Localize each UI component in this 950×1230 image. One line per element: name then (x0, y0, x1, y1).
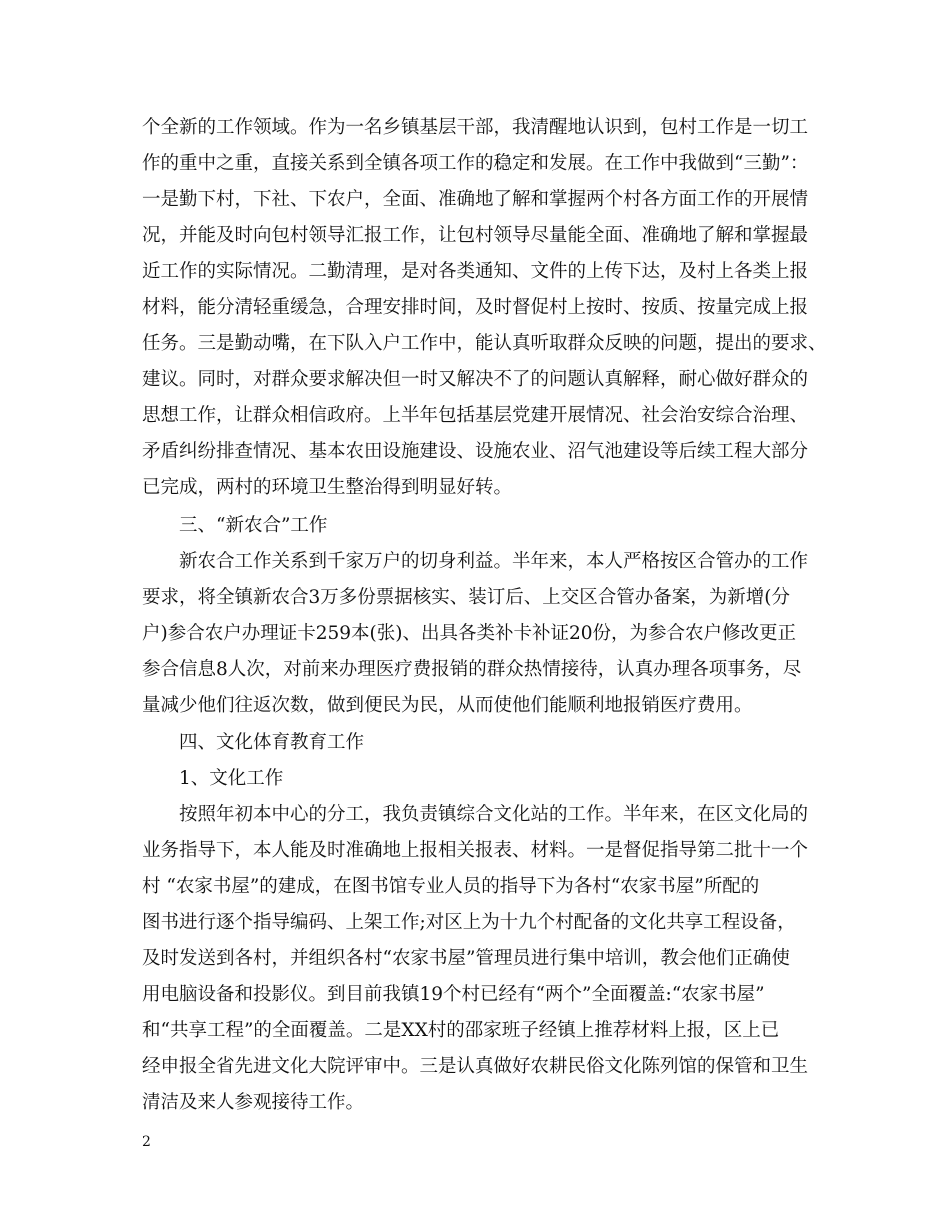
text-line: 量减少他们往返次数，做到便民为民，从而使他们能顺利地报销医疗费用。 (142, 695, 753, 716)
text-line: 要求，将全镇新农合3万多份票据核实、装订后、上交区合管办备案，为新增(分 (142, 587, 790, 608)
text-line: 图书进行逐个指导编码、上架工作;对区上为十九个村配备的文化共享工程设备， (142, 912, 796, 933)
text-line: 况，并能及时向包村领导汇报工作，让包村领导尽量能全面、准确地了解和掌握最 (142, 225, 809, 246)
text-line: 矛盾纠纷排查情况、基本农田设施建设、设施农业、沼气池建设等后续工程大部分 (142, 441, 809, 462)
section-heading: 四、文化体育教育工作 (179, 732, 365, 753)
text-line: 任务。三是勤动嘴，在下队入户工作中，能认真听取群众反映的问题，提出的要求、 (142, 333, 827, 354)
text-line: 经申报全省先进文化大院评审中。三是认真做好农耕民俗文化陈列馆的保管和卫生 (142, 1056, 809, 1077)
text-line: 一是勤下村，下社、下农户，全面、准确地了解和掌握两个村各方面工作的开展情 (142, 189, 809, 210)
page-number: 2 (142, 1134, 151, 1150)
text-line: 参合信息8人次，对前来办理医疗费报销的群众热情接待，认真办理各项事务，尽 (142, 659, 802, 680)
text-line: 材料，能分清轻重缓急，合理安排时间，及时督促村上按时、按质、按量完成上报 (142, 297, 809, 318)
text-line: 作的重中之重，直接关系到全镇各项工作的稳定和发展。在工作中我做到“三勤”： (142, 153, 809, 174)
text-line: 清洁及来人参观接待工作。 (142, 1092, 365, 1113)
text-line: 新农合工作关系到千家万户的切身利益。半年来，本人严格按区合管办的工作 (179, 551, 809, 572)
section-heading: 三、“新农合”工作 (179, 515, 328, 536)
text-line: 户)参合农户办理证卡259本(张)、出具各类补卡补证20份，为参合农户修改更正 (142, 623, 797, 644)
text-line: 村 “农家书屋”的建成，在图书馆专业人员的指导下为各村“农家书屋”所配的 (142, 876, 760, 897)
text-line: 业务指导下，本人能及时准确地上报相关报表、材料。一是督促指导第二批十一个 (142, 840, 809, 861)
text-line: 已完成，两村的环境卫生整治得到明显好转。 (142, 477, 513, 498)
text-line: 及时发送到各村，并组织各村“农家书屋”管理员进行集中培训，教会他们正确使 (142, 948, 790, 969)
text-line: 按照年初本中心的分工，我负责镇综合文化站的工作。半年来，在区文化局的 (179, 804, 809, 825)
subsection-heading: 1、文化工作 (179, 768, 284, 789)
text-line: 和“共享工程”的全面覆盖。二是XX村的邵家班子经镇上推荐材料上报，区上已 (142, 1020, 780, 1041)
text-line: 建议。同时，对群众要求解决但一时又解决不了的问题认真解释，耐心做好群众的 (142, 369, 809, 390)
text-line: 思想工作，让群众相信政府。上半年包括基层党建开展情况、社会治安综合治理、 (142, 405, 809, 426)
text-line: 近工作的实际情况。二勤清理，是对各类通知、文件的上传下达，及村上各类上报 (142, 261, 809, 282)
text-line: 用电脑设备和投影仪。到目前我镇19个村已经有“两个”全面覆盖:“农家书屋” (142, 984, 765, 1005)
text-line: 个全新的工作领域。作为一名乡镇基层干部，我清醒地认识到，包村工作是一切工 (142, 117, 809, 138)
